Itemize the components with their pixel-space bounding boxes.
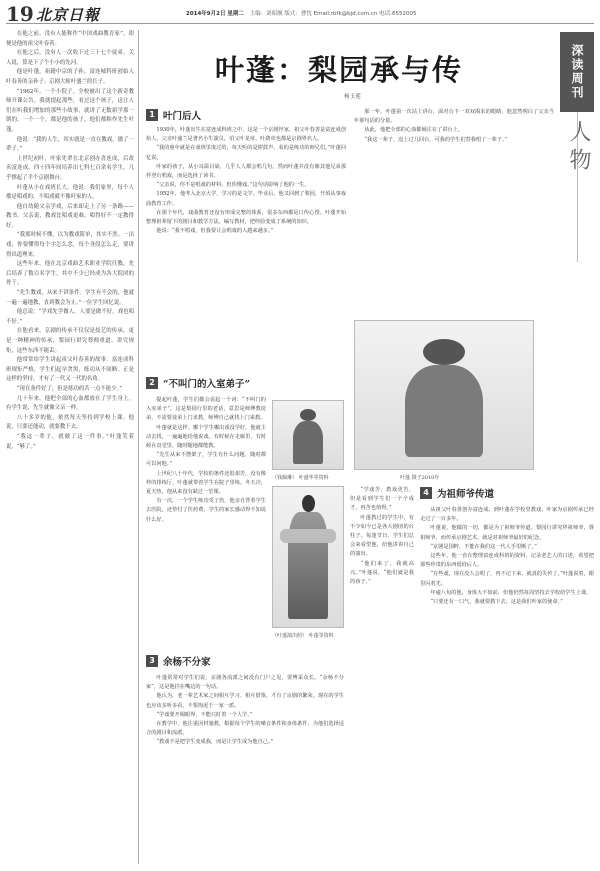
body-paragraph: 在教学中，他注重因材施教，根据每个学生的嗓音条件和身体条件，为他们选择适合的剧目和流派。	[146, 721, 344, 737]
body-paragraph: “1962年，一个小院子，全校被出了这个新奇教师开课公告。我就提起那些，看过这个孩子，这让人们在听我们增加的那些小故事，就讲了无数新学那一朝的，一个一个，都是他的孩子。他们都称作先生叶蓬。	[6, 88, 134, 133]
body-paragraph: “有些戏，现在没人会唱了，再不记下来，就真的失传了。”叶蓬说着，眼里闪着光。	[420, 571, 594, 587]
section-3-heading	[146, 654, 211, 668]
section-4-heading	[420, 486, 494, 500]
newspaper-masthead: 北京日報	[36, 6, 101, 24]
page-header	[6, 4, 594, 24]
continuation-body	[354, 108, 554, 316]
stage-caption-name: 叶蓬等资料	[308, 633, 334, 639]
body-paragraph: “现在条件好了，但是练功的苦一点不能少。”	[16, 385, 123, 392]
section-number: 3	[146, 655, 158, 667]
left-column-text	[6, 30, 134, 864]
body-paragraph: “父亲说，你不是唱戏的材料，但你懂戏。”这句话影响了他的一生。	[156, 182, 310, 189]
section-2-continued	[350, 486, 414, 862]
body-paragraph: 那一年，叶蓬第一次站上讲台，面对台下一双双渴求的眼睛，他忽然明白了父亲当年那句话的分量。	[354, 109, 554, 125]
section-4-body	[420, 506, 594, 862]
stage-sleeve	[280, 529, 336, 543]
column-label: 人物	[566, 120, 591, 176]
body-paragraph: 叶家的孩子，从小耳濡目染，几乎人人都会唱几句。然而叶蓬并没有像其他兄弟那样登台唱戏，而是选择了读书。	[146, 163, 346, 180]
body-paragraph: 叶蓬说，他做的一切，都是为了祖师爷传道。梨园行讲究拜祖师爷，尊祖师爷，而传承京剧艺术，就是对祖师爷最好的纪念。	[420, 525, 594, 541]
section-title: 为祖师爷传道	[437, 489, 495, 500]
stage-photo	[272, 486, 344, 628]
body-paragraph: 在那个年代，戏曲教育还没有形成完整的体系，很多东西都是口传心授。叶蓬开始整理祖辈留下的剧目和教学方法，编写教材，把经验变成了系统的知识。	[146, 209, 346, 226]
section-2-heading	[146, 376, 250, 390]
body-paragraph: “我的童年就是在戏班里度过的，每天听的是锣鼓声，看的是练功的师兄们。”叶蓬回忆说。	[146, 145, 346, 161]
section-title: “不叫门的入室弟子”	[163, 379, 250, 390]
section-title: 余杨不分家	[163, 657, 211, 668]
portrait-caption: 叶蓬 摄于2010年	[400, 475, 440, 481]
body-paragraph: 他认为，老一辈艺术家之间相互学习、相互借鉴，才有了京剧的繁荣。现在的学生也应该多听多看，不要拘泥于一家一派。	[146, 693, 344, 709]
section-2-body	[146, 396, 266, 646]
archival-caption-credit: （钱佩琳）	[272, 475, 298, 481]
article-headline: 叶蓬：梨园承与传	[215, 53, 464, 87]
body-paragraph: 他自幼随父亲学戏，后来却走上了另一条路——教书。父亲说，教戏比唱戏更难，唱得好不一定教得好。	[6, 203, 134, 229]
body-paragraph: 这些年来，他在北京戏曲艺术职业学院任教，先后培养了数百名学生，其中不少已经成为各大院团的骨干。	[6, 261, 134, 287]
body-paragraph: 上世纪八十年代，学校的条件还很艰苦，没有像样的排练厅，叶蓬就带着学生在院子里练。冬天冷，夏天热，他从来没有缺过一堂课。	[146, 470, 266, 496]
section-title: 叶门后人	[163, 111, 202, 122]
body-paragraph: “我那时候不懂，以为教戏简单，其实不然。一出戏，你要懂得每个字怎么念，每个身段怎么走，要讲得出道理来。	[6, 232, 134, 258]
body-paragraph: “他们来了，我就高兴。”叶蓬说，“他们就是我的孩子。”	[350, 560, 414, 586]
portrait-head	[423, 339, 466, 366]
body-paragraph: 在他之前，没有人能称作“中国戏曲教育家”。即便是他的祖父叶春善。	[6, 31, 134, 47]
body-paragraph: 他是叶蓬，祖籍中京的子孙。富连城科班创始人叶春善的亲孙子。京剧大师叶盛兰的长子。	[6, 69, 134, 85]
body-paragraph: “先生教戏，从来不讲条件。学生有不会的，他就一遍一遍地教，直到教会为止。”一位学生回忆说。	[6, 290, 134, 306]
body-paragraph: 从祖父叶春善创办富连成，到叶蓬在学校里教戏，叶家为京剧传承已经走过了一百多年。	[420, 507, 594, 523]
body-paragraph: “只要还有一口气，我就要教下去。这是我们叶家的使命。”	[430, 599, 563, 606]
section-number: 2	[146, 377, 158, 389]
body-paragraph: 1952年，他考入北京大学，学习的是文学。毕业后，他又回到了梨园，开始从事戏曲教育工作。	[146, 191, 346, 207]
body-paragraph: 上世纪初叶，叶家先辈在北京创办喜连成，后改名富连成。四十四年间培养出七科七百余名学生，几乎撑起了半个京剧舞台。	[6, 155, 134, 181]
header-info	[186, 9, 416, 17]
archival-caption-name: 叶盛华等资料	[298, 475, 329, 481]
page-number: 19	[6, 2, 34, 26]
body-paragraph: “学戏要开阔眼界，不能只盯着一个人学。”	[156, 711, 253, 718]
section-number: 1	[146, 109, 158, 121]
body-paragraph: 八十多岁的他，依然每天坚持到学校上课。他说，只要还能动，就要教下去。	[6, 414, 134, 431]
portrait-photo	[354, 320, 534, 470]
section-number: 4	[420, 487, 432, 499]
archival-caption	[272, 474, 329, 481]
body-paragraph: 几十年来，他把全部的心血都放在了学生身上。有学生说，先生就像父亲一样。	[6, 395, 134, 412]
editor-contact: 主编：刘昭舰 版式：曹忱 Email:rbfk@bjd.com.cn 电话:6552005	[249, 11, 417, 17]
body-paragraph: “我这一辈子，就做了这一件事。”叶蓬笑着说，“够了。”	[6, 433, 134, 450]
body-paragraph: 从此，他把全部的心血都倾注在了讲台上。	[364, 127, 463, 134]
body-paragraph: “先生从来不摆架子，学生有什么问题，随时都可以问他。”	[146, 452, 266, 468]
body-paragraph: 叶蓬从小在戏班长大。他说：我们家里，每个人都是唱戏的，不唱戏就不像叶家的人。	[6, 184, 134, 201]
body-paragraph: 这些年，他一直在整理富连成科班的资料，记录老艺人的口述，希望把那些珍贵的东西留给后人。	[420, 553, 594, 569]
section-1-heading	[146, 108, 201, 122]
body-paragraph: 他总说：“学戏先学做人。人要是做不好，戏也唱不好。”	[6, 309, 134, 325]
body-paragraph: 年逾八旬的他，身体大不如前，但他仍然每周坚持去学校给学生上课。	[430, 589, 592, 596]
body-paragraph: 提起叶蓬，学生们都会说起一个词：“不叫门的入室弟子”。这是梨园行里的老话，意思是师傅教徒弟，不需要徒弟上门求教，师傅自己就找上门来教。	[146, 397, 266, 422]
body-paragraph: 1930年，叶蓬出生在富连成科班之中，这是一个京剧世家，祖父叶春善是富连成创始人，父亲叶盛兰是著名小生演员，伯父叶龙章、叶荫章也都是京剧界名人。	[146, 127, 346, 143]
body-paragraph: “京剧是国粹，不能在我们这一代人手里断了。”	[430, 543, 537, 550]
portrait-body	[405, 365, 483, 457]
body-paragraph: 他说：“我的人生，其实就是一直在教戏。做了一辈子。”	[6, 136, 134, 153]
stage-caption-credit: （叶蓬演出照）	[272, 633, 308, 639]
section-kicker: 深读周刊	[560, 32, 594, 112]
body-paragraph: 有一次，一个学生练功受了伤，他亲自背着学生去医院，还垫付了医药费。学生的家长感动得不知说什么好。	[146, 498, 266, 523]
body-paragraph: 在他看来，京剧的传承不仅仅是技艺的传承，更是一种精神的传承。梨园行讲究尊师重道，讲究规矩，这些东西不能丢。	[6, 328, 134, 354]
body-paragraph: “我这一辈子，没上过几回台，可我的学生们替我唱了一辈子。”	[364, 136, 508, 143]
issue-date: 2014年9月2日 星期二	[186, 11, 244, 17]
stage-head	[302, 495, 315, 512]
body-paragraph: “教戏不是把学生变成我，而是让学生成为他自己。”	[156, 739, 274, 746]
archival-body	[293, 421, 324, 463]
archival-head	[300, 409, 317, 421]
archival-photo	[272, 400, 344, 470]
body-paragraph: 叶蓬教过的学生中，有不少如今已是各大剧团的台柱子。每逢节日，学生们总会来看望他，给他讲讲自己的演出。	[350, 514, 414, 558]
section-3-body	[146, 674, 344, 862]
body-paragraph: 叶蓬就是这样。哪个学生哪出戏没学好，他就主动去找，一遍遍地给他说戏。有时候在走廊里，有时候在食堂里，随时随地都能教。	[146, 424, 266, 450]
body-paragraph: 在他之后，没有人一次收下过三十七个徒弟。关人说，算是下了个小小的先河。	[6, 50, 134, 66]
article-byline: 杨玉莲	[344, 94, 361, 100]
body-paragraph: 他说：“我不唱戏，但我要让会唱戏的人越来越多。”	[156, 228, 274, 235]
section-1-body	[146, 126, 346, 370]
body-paragraph: 他常常给学生讲起祖父叶春善的故事：富连成科班规矩严格，学生们起早贪黑，练功从不间断。正是这样的坚持，才有了一代又一代的名角。	[6, 357, 134, 383]
body-paragraph: “学戏苦，教戏更苦。但是看到学生们一个个成才，再苦也值得。”	[350, 487, 414, 512]
body-paragraph: 叶蓬常常对学生们说，京剧各流派之间没有门户之见，要博采众长。“余杨不分家”，这是他挂在嘴边的一句话。	[146, 675, 344, 691]
stage-caption	[272, 632, 334, 639]
column-divider	[138, 30, 139, 864]
